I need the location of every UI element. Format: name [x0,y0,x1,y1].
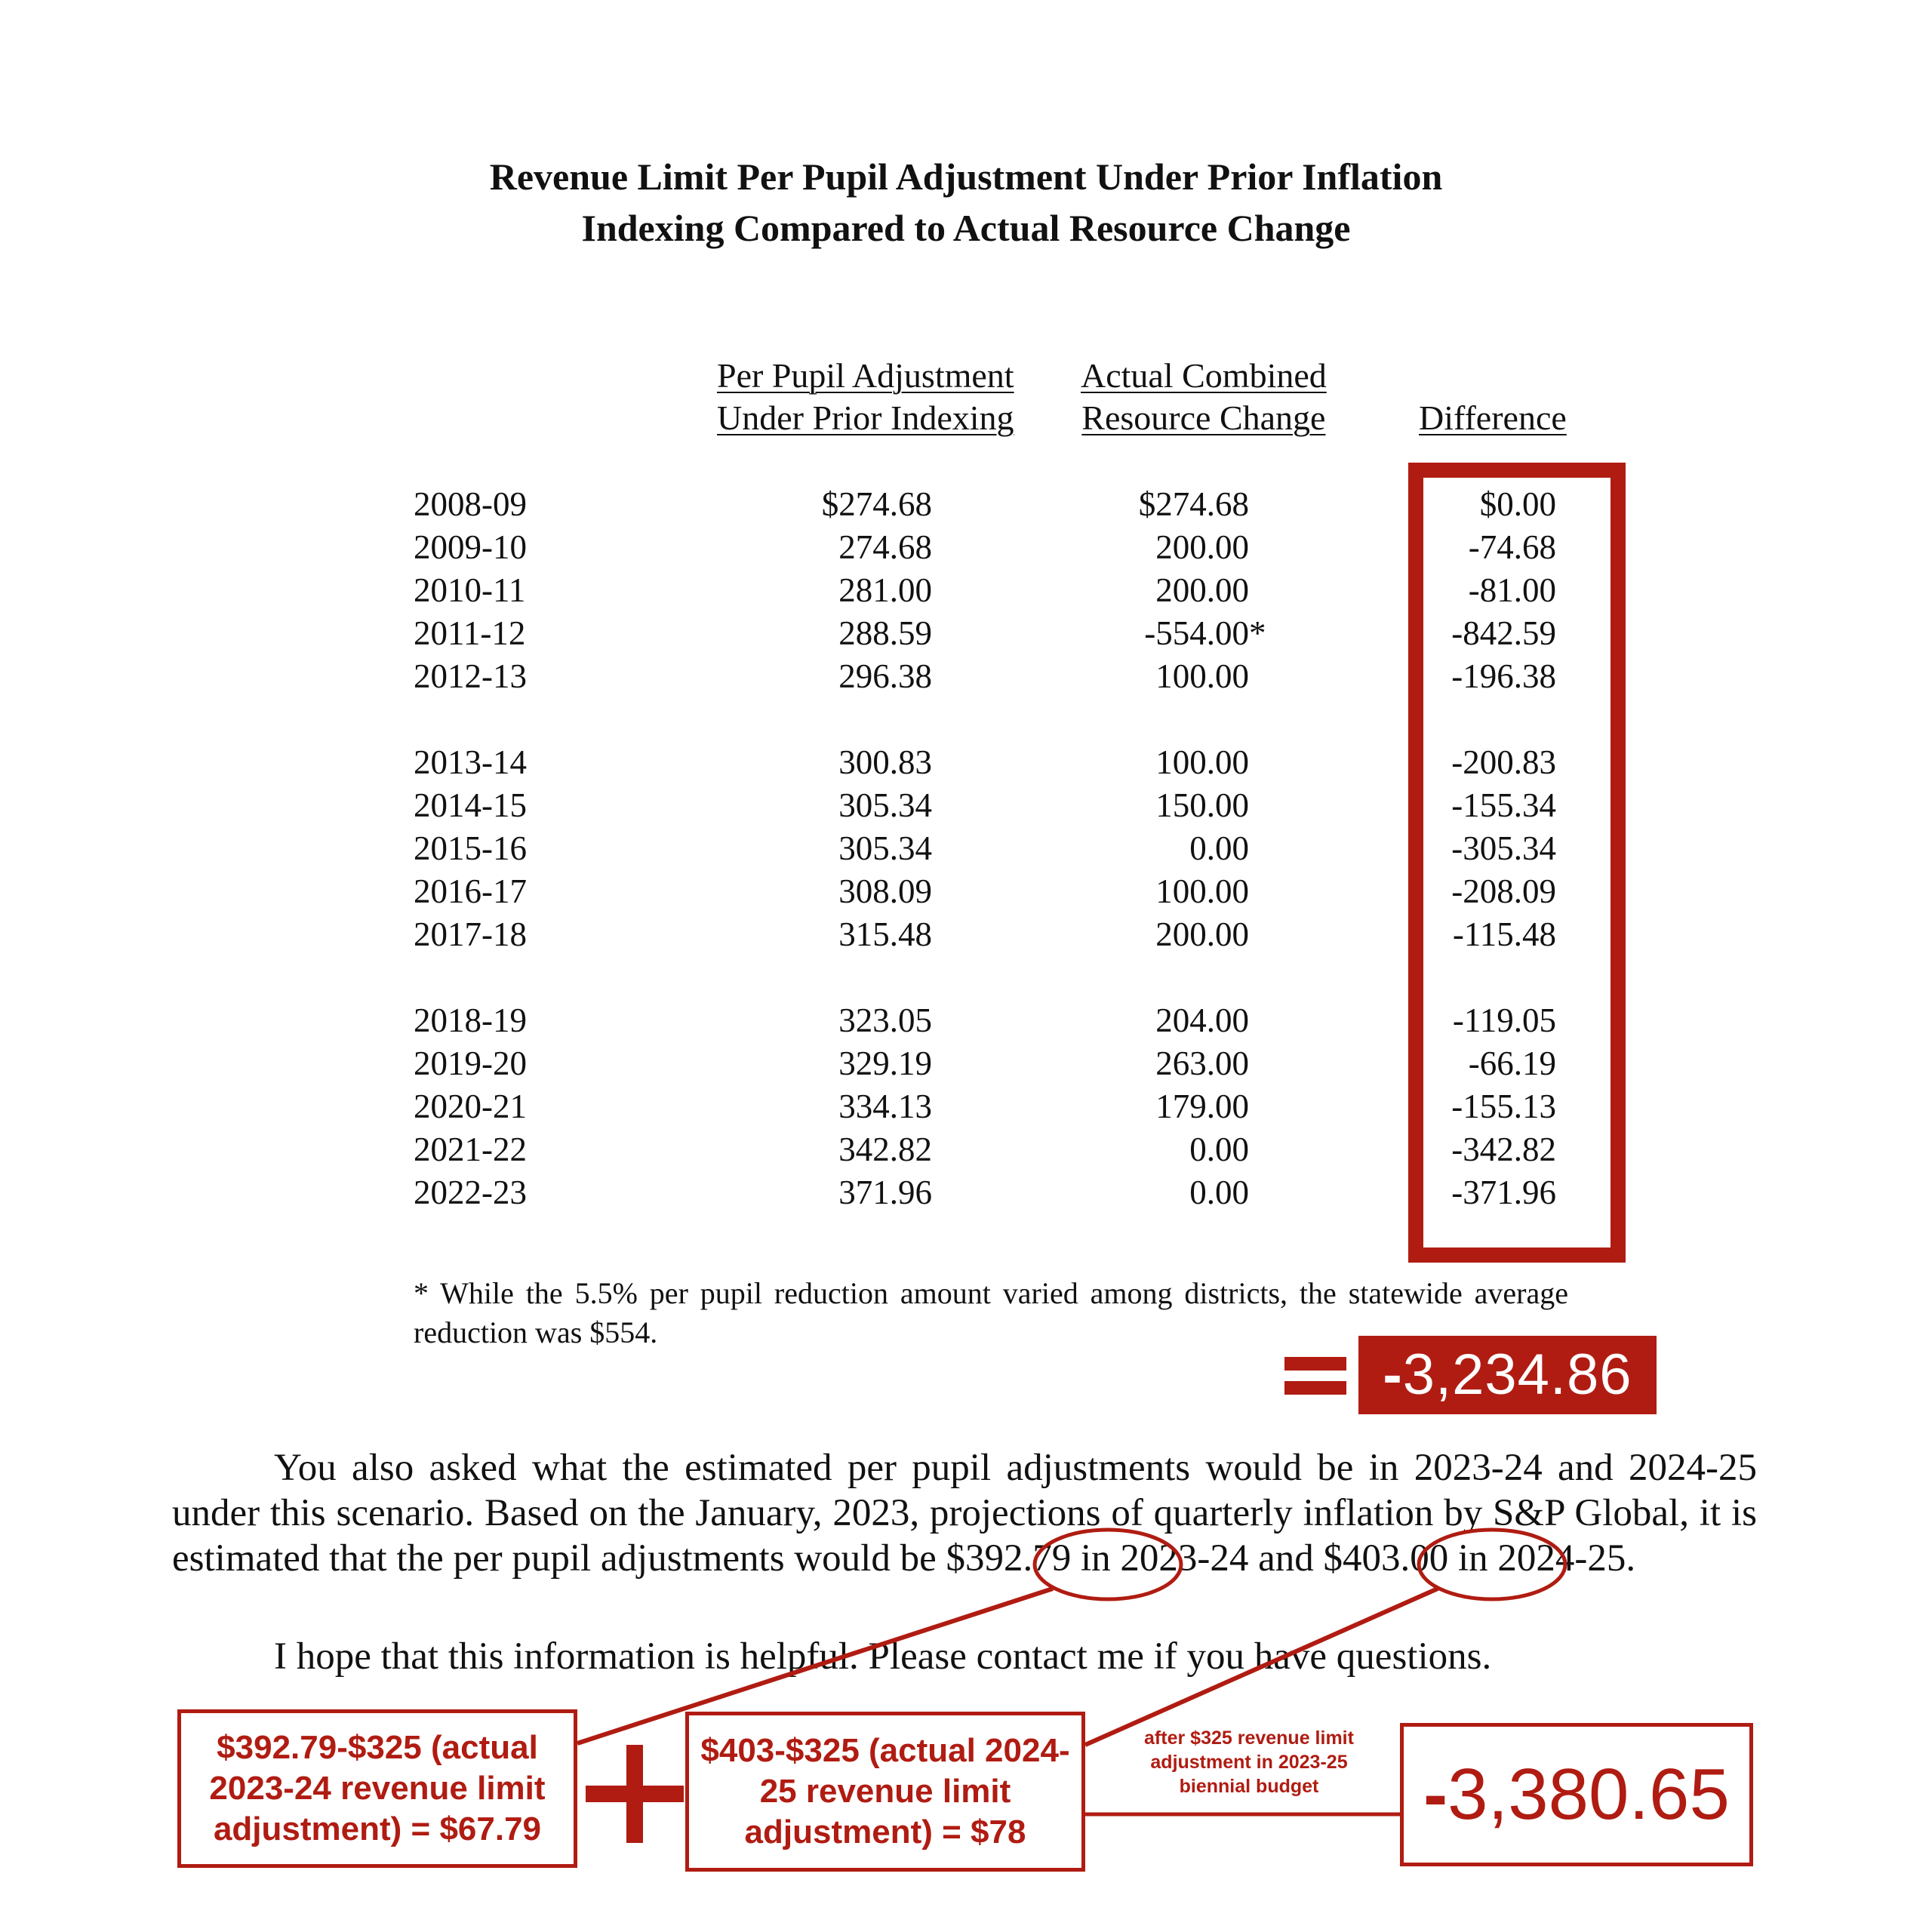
prior-indexing-cell: 305.34 [838,786,932,824]
year-cell: 2015-16 [414,829,527,867]
prior-indexing-cell: 288.59 [838,614,932,652]
prior-indexing-cell: 300.83 [838,743,932,781]
actual-change-cell: 0.00 [1189,1174,1249,1211]
difference-cell: -74.68 [1468,528,1556,566]
actual-change-cell: $274.68 [1138,485,1249,523]
year-cell: 2008-09 [414,485,527,523]
budget-note: after $325 revenue limit adjustment in 2023-25 biennial budget [1144,1727,1354,1797]
prior-indexing-cell: 334.13 [838,1088,932,1125]
actual-change-cell: 200.00 [1155,528,1249,566]
actual-change-cell: -554.00 * [1144,612,1249,654]
actual-change-cell: 100.00 [1155,657,1249,695]
plus-icon [616,1745,654,1843]
actual-change-cell: 100.00 [1155,743,1249,781]
prior-indexing-cell: 305.34 [838,829,932,867]
year-cell: 2021-22 [414,1131,527,1168]
column-header-prior-indexing: Per Pupil Adjustment Under Prior Indexing [717,356,1014,437]
prior-indexing-cell: 281.00 [838,571,932,609]
prior-indexing-cell: 323.05 [838,1001,932,1039]
actual-change-cell: 0.00 [1189,829,1249,867]
year-cell: 2014-15 [414,786,527,824]
difference-cell: -200.83 [1451,743,1556,781]
connector-line-2024-25 [1085,1589,1438,1745]
difference-cell: -81.00 [1468,571,1556,609]
prior-indexing-cell: 342.82 [838,1131,932,1168]
title-line-1: Revenue Limit Per Pupil Adjustment Under Prior Inflation [489,155,1443,198]
difference-total-badge: -3,234.86 [1358,1336,1657,1414]
circle-amount-2024-25 [1419,1530,1565,1599]
paragraph-closing: I hope that this information is helpful. Please contact me if you have questions. [274,1635,1492,1678]
year-cell: 2010-11 [414,571,526,609]
year-cell: 2017-18 [414,915,527,953]
difference-cell: -155.34 [1451,786,1556,824]
prior-indexing-cell: 315.48 [838,915,932,953]
difference-cell: -66.19 [1468,1044,1556,1082]
column-header-actual-change: Actual Combined Resource Change [1081,356,1327,437]
actual-change-cell: 200.00 [1155,915,1249,953]
paragraph-estimates: You also asked what the estimated per pupil adjustments would be in 2023-24 and 2024-25 under this scenario. Based on the January, 2023, projections of quarterly inflation by S&P Global, it is estimated that the per pupil adjustments would be $392.79 in 2023-24 and $403.00 in 2024-25. [172,1447,1757,1580]
actual-change-cell: 100.00 [1155,872,1249,910]
year-cell: 2022-23 [414,1174,527,1211]
prior-indexing-cell: 371.96 [838,1174,932,1211]
difference-cell: $0.00 [1479,485,1556,523]
circle-amount-2023-24 [1035,1530,1181,1599]
difference-cell: -196.38 [1451,657,1556,695]
actual-change-cell: 200.00 [1155,571,1249,609]
difference-cell: -119.05 [1452,1001,1556,1039]
year-cell: 2013-14 [414,743,527,781]
calc-box-2023-24: $392.79-$325 (actual 2023-24 revenue limit adjustment) = $67.79 [177,1709,577,1868]
footnote: * While the 5.5% per pupil reduction amount varied among districts, the statewide average reduction was $554. [414,1276,1568,1349]
column-header-difference: Difference [1419,398,1567,437]
difference-cell: -371.96 [1451,1174,1556,1211]
prior-indexing-cell: $274.68 [821,485,932,523]
year-cell: 2016-17 [414,872,527,910]
difference-cell: -208.09 [1451,872,1556,910]
final-total-box: -3,380.65 [1400,1723,1753,1866]
prior-indexing-cell: 329.19 [838,1044,932,1082]
year-cell: 2009-10 [414,528,527,566]
calc-box-2024-25: $403-$325 (actual 2024-25 revenue limit adjustment) = $78 [685,1712,1085,1872]
actual-change-cell: 0.00 [1189,1131,1249,1168]
year-cell: 2012-13 [414,657,527,695]
difference-cell: -842.59 [1451,614,1556,652]
footnote-marker: * [1249,614,1266,652]
year-cell: 2020-21 [414,1088,527,1125]
difference-cell: -155.13 [1451,1088,1556,1125]
year-cell: 2018-19 [414,1001,527,1039]
actual-change-cell: 179.00 [1155,1088,1249,1125]
difference-cell: -115.48 [1452,915,1556,953]
difference-cell: -342.82 [1451,1131,1556,1168]
title-line-2: Indexing Compared to Actual Resource Change [581,207,1351,249]
actual-change-cell: 204.00 [1155,1001,1249,1039]
amount-2023-24: $392.79 [946,1537,1072,1580]
prior-indexing-cell: 274.68 [838,528,932,566]
year-cell: 2011-12 [414,614,526,652]
actual-change-cell: 150.00 [1155,786,1249,824]
prior-indexing-cell: 308.09 [838,872,932,910]
amount-2024-25: $403.00 [1323,1537,1449,1580]
difference-cell: -305.34 [1451,829,1556,867]
year-cell: 2019-20 [414,1044,527,1082]
prior-indexing-cell: 296.38 [838,657,932,695]
actual-change-cell: 263.00 [1155,1044,1249,1082]
